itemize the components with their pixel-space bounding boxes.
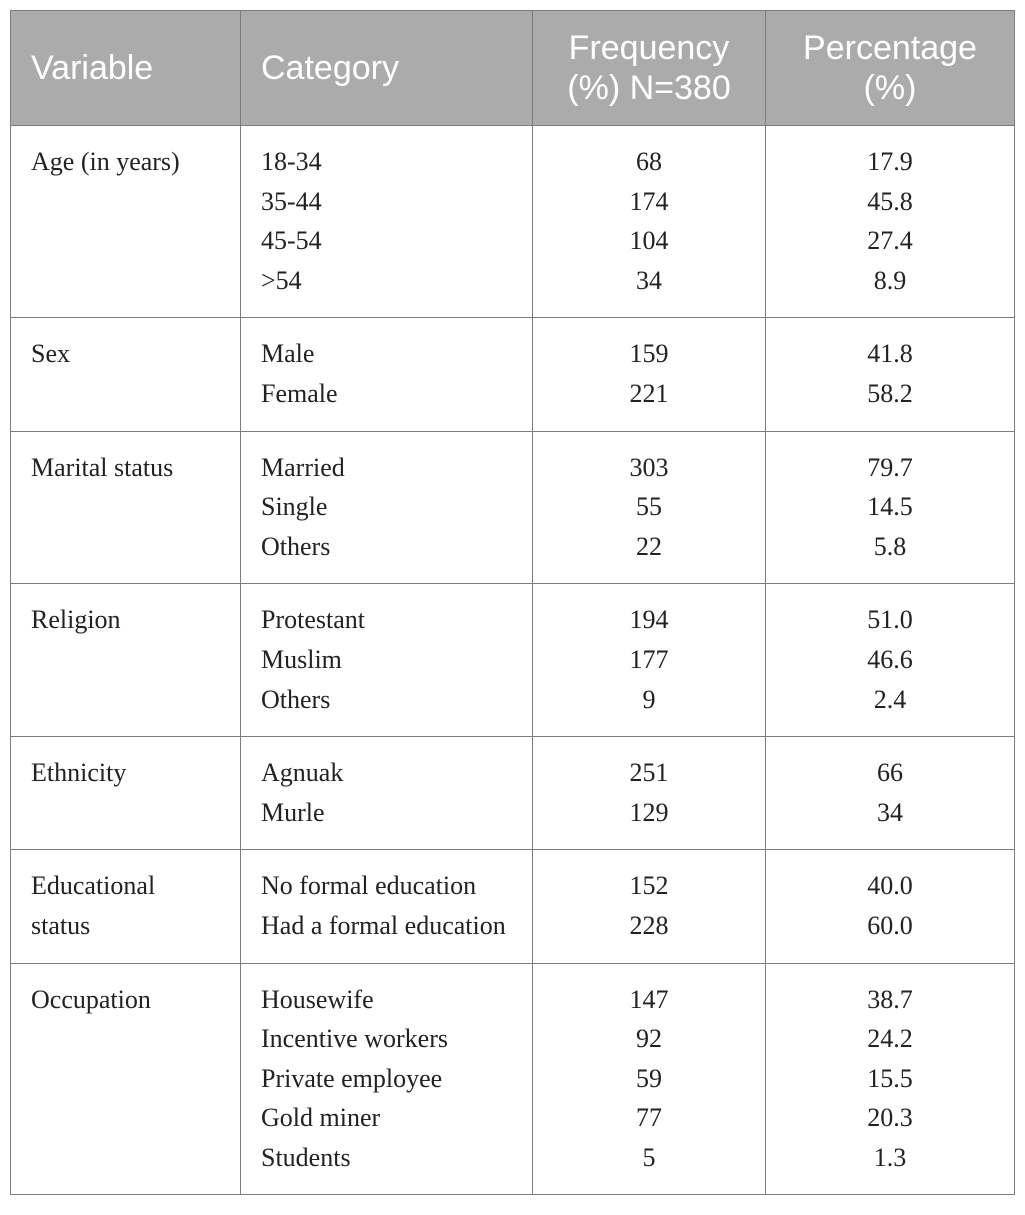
percentage-value: 15.5 [867,1063,913,1093]
percentage-value: 41.8 [867,339,913,369]
header-frequency-line2: (%) N=380 [567,69,731,107]
category-label: Male [261,339,315,369]
category-label: Female [261,378,338,408]
frequency-value: 77 [636,1103,662,1133]
frequency-value: 303 [629,452,669,482]
table-row [11,963,1015,1195]
table-container [10,10,1014,1195]
percentage-cell [766,431,1015,584]
percentage-value: 60.0 [867,910,913,940]
category-cell [241,963,533,1195]
category-label: Gold miner [261,1103,381,1133]
frequency-value: 68 [636,147,662,176]
percentage-value: 8.9 [873,265,907,295]
category-cell [241,318,533,431]
frequency-value: 228 [629,910,669,940]
variable-cell [11,584,241,737]
category-label: Agnuak [261,758,344,788]
frequency-cell [533,584,766,737]
variable-label: Occupation [31,984,151,1014]
percentage-value: 66 [877,758,903,788]
category-label: 35-44 [261,186,322,216]
category-label: 18-34 [261,147,322,176]
variable-label: Age (in years) [31,147,180,176]
category-label: >54 [261,265,302,295]
category-cell [241,850,533,963]
frequency-value: 104 [629,226,669,256]
frequency-cell [533,737,766,850]
percentage-cell [766,737,1015,850]
variable-label: Ethnicity [31,758,127,788]
category-cell [241,431,533,584]
category-label: Had a formal education [261,910,506,940]
frequency-value: 129 [629,797,669,827]
variable-label: Religion [31,605,121,635]
category-cell [241,737,533,850]
table-row [11,318,1015,431]
demographics-table [10,10,1015,1195]
header-frequency [533,11,766,126]
percentage-value: 24.2 [867,1024,913,1054]
percentage-cell [766,850,1015,963]
percentage-value: 34 [877,797,903,827]
frequency-value: 152 [629,871,669,901]
frequency-value: 92 [636,1024,662,1054]
frequency-value: 174 [629,186,669,216]
table-body [11,126,1015,1195]
percentage-value: 51.0 [867,605,913,635]
percentage-value: 14.5 [867,492,913,522]
percentage-value: 17.9 [867,147,913,176]
variable-label: Marital status [31,452,174,482]
frequency-cell [533,318,766,431]
frequency-cell [533,850,766,963]
frequency-cell [533,431,766,584]
percentage-value: 5.8 [873,531,907,561]
variable-cell [11,963,241,1195]
frequency-value: 22 [636,531,662,561]
percentage-cell [766,126,1015,318]
frequency-value: 177 [629,644,669,674]
category-label: Single [261,492,328,522]
category-label: Murle [261,797,325,827]
category-label: 45-54 [261,226,322,256]
frequency-value: 9 [642,684,656,714]
table-row [11,850,1015,963]
percentage-cell [766,963,1015,1195]
percentage-value: 2.4 [873,684,907,714]
percentage-cell [766,318,1015,431]
category-label: Married [261,452,345,482]
category-cell [241,584,533,737]
percentage-value: 1.3 [873,1142,907,1172]
category-label: Others [261,684,331,714]
table-row [11,737,1015,850]
percentage-cell [766,584,1015,737]
header-percentage-line1: Percentage [803,29,977,67]
category-label: Protestant [261,605,365,635]
percentage-value: 46.6 [867,644,913,674]
frequency-value: 251 [629,758,669,788]
percentage-value: 20.3 [867,1103,913,1133]
variable-label: Sex [31,339,70,369]
percentage-value: 45.8 [867,186,913,216]
frequency-value: 147 [629,984,669,1014]
category-label: Incentive workers [261,1024,448,1054]
variable-cell [11,737,241,850]
table-row [11,126,1015,318]
table-row [11,584,1015,737]
percentage-value: 27.4 [867,226,913,256]
category-label: Muslim [261,644,342,674]
category-label: Others [261,531,331,561]
frequency-value: 59 [636,1063,662,1093]
frequency-value: 159 [629,339,669,369]
category-label: No formal education [261,871,477,901]
percentage-value: 38.7 [867,984,913,1014]
category-label: Private employee [261,1063,443,1093]
category-label: Housewife [261,984,374,1014]
percentage-value: 79.7 [867,452,913,482]
frequency-value: 194 [629,605,669,635]
header-variable-text: Variable [31,49,154,87]
frequency-value: 221 [629,378,669,408]
header-category [241,11,533,126]
header-row [11,11,1015,126]
category-label: Students [261,1142,351,1172]
frequency-cell [533,963,766,1195]
category-cell [241,126,533,318]
frequency-value: 34 [636,265,662,295]
frequency-value: 55 [636,492,662,522]
header-category-text: Category [261,49,399,87]
table-row [11,431,1015,584]
header-variable [11,11,241,126]
frequency-value: 5 [642,1142,656,1172]
header-frequency-line1: Frequency [568,29,730,67]
header-percentage [766,11,1015,126]
variable-cell [11,431,241,584]
percentage-value: 40.0 [867,871,913,901]
variable-label: Educational status [31,871,156,940]
header-percentage-line2: (%) [863,69,917,107]
variable-cell [11,850,241,963]
frequency-cell [533,126,766,318]
percentage-value: 58.2 [867,378,913,408]
variable-cell [11,126,241,318]
variable-cell [11,318,241,431]
